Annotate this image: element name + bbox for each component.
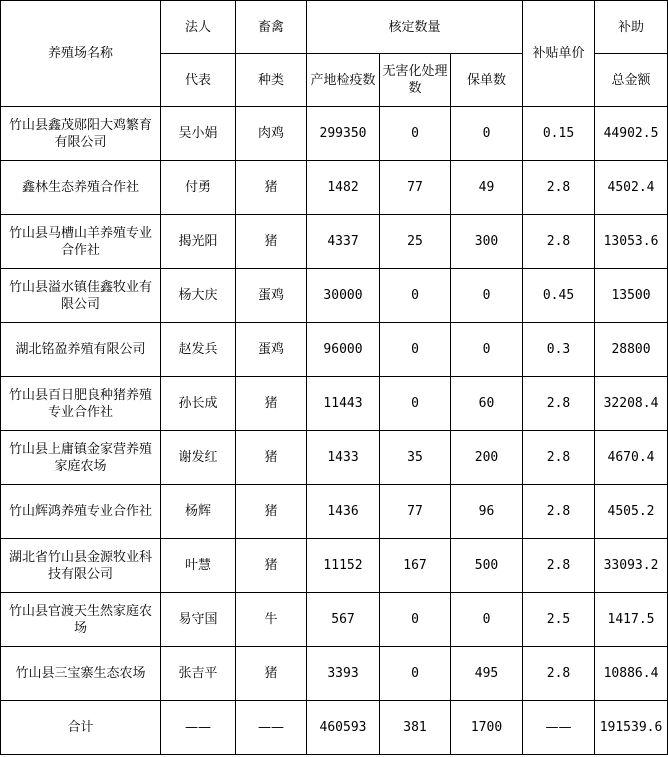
quarantine-cell: 299350	[307, 107, 380, 161]
header-total-bottom: 总金额	[595, 54, 668, 107]
livestock-type-cell: 蛋鸡	[236, 269, 307, 323]
livestock-type-cell: 蛋鸡	[236, 323, 307, 377]
table-row	[1, 431, 668, 485]
legal-rep-cell: 杨大庆	[161, 269, 236, 323]
legal-rep-cell: 赵发兵	[161, 323, 236, 377]
farm-name-cell: 竹山县三宝寨生态农场	[1, 647, 161, 701]
header-approved-qty: 核定数量	[307, 1, 523, 54]
unit-subsidy-cell: 2.8	[523, 647, 595, 701]
total-amount-cell: 4505.2	[595, 485, 668, 539]
totals-quarantine: 460593	[307, 701, 380, 755]
header-livestock-bottom: 种类	[236, 54, 307, 107]
insured-cell: 0	[451, 593, 523, 647]
quarantine-cell: 11443	[307, 377, 380, 431]
total-amount-cell: 13500	[595, 269, 668, 323]
unit-subsidy-cell: 2.5	[523, 593, 595, 647]
unit-subsidy-cell: 0.15	[523, 107, 595, 161]
quarantine-cell: 1482	[307, 161, 380, 215]
livestock-type-cell: 猪	[236, 161, 307, 215]
header-legal-rep-bottom: 代表	[161, 54, 236, 107]
totals-amount: 191539.6	[595, 701, 668, 755]
farm-name-cell: 竹山县百日肥良种猪养殖专业合作社	[1, 377, 161, 431]
livestock-type-cell: 猪	[236, 431, 307, 485]
table-row	[1, 269, 668, 323]
unit-subsidy-cell: 2.8	[523, 161, 595, 215]
livestock-type-cell: 猪	[236, 539, 307, 593]
insured-cell: 0	[451, 323, 523, 377]
livestock-type-cell: 猪	[236, 485, 307, 539]
harmless-cell: 35	[380, 431, 451, 485]
insured-cell: 200	[451, 431, 523, 485]
insured-cell: 96	[451, 485, 523, 539]
table-row	[1, 107, 668, 161]
farm-name-cell: 竹山县官渡天生然家庭农场	[1, 593, 161, 647]
totals-rep: ——	[161, 701, 236, 755]
unit-subsidy-cell: 0.45	[523, 269, 595, 323]
totals-row	[1, 701, 668, 755]
quarantine-cell: 11152	[307, 539, 380, 593]
quarantine-cell: 96000	[307, 323, 380, 377]
unit-subsidy-cell: 2.8	[523, 485, 595, 539]
quarantine-cell: 567	[307, 593, 380, 647]
unit-subsidy-cell: 2.8	[523, 377, 595, 431]
table-row	[1, 377, 668, 431]
harmless-cell: 0	[380, 107, 451, 161]
harmless-cell: 0	[380, 323, 451, 377]
legal-rep-cell: 孙长成	[161, 377, 236, 431]
insured-cell: 500	[451, 539, 523, 593]
table-row	[1, 215, 668, 269]
livestock-type-cell: 猪	[236, 215, 307, 269]
unit-subsidy-cell: 2.8	[523, 215, 595, 269]
livestock-type-cell: 猪	[236, 377, 307, 431]
livestock-type-cell: 牛	[236, 593, 307, 647]
legal-rep-cell: 张吉平	[161, 647, 236, 701]
totals-harmless: 381	[380, 701, 451, 755]
total-amount-cell: 44902.5	[595, 107, 668, 161]
livestock-type-cell: 肉鸡	[236, 107, 307, 161]
farm-name-cell: 竹山县鑫茂郧阳大鸡繁育有限公司	[1, 107, 161, 161]
header-harmless: 无害化处理数	[380, 54, 451, 107]
header-row-1	[1, 1, 668, 54]
insured-cell: 49	[451, 161, 523, 215]
total-amount-cell: 13053.6	[595, 215, 668, 269]
unit-subsidy-cell: 2.8	[523, 539, 595, 593]
total-amount-cell: 4502.4	[595, 161, 668, 215]
farm-name-cell: 竹山辉鸿养殖专业合作社	[1, 485, 161, 539]
harmless-cell: 0	[380, 377, 451, 431]
total-amount-cell: 10886.4	[595, 647, 668, 701]
unit-subsidy-cell: 2.8	[523, 431, 595, 485]
harmless-cell: 0	[380, 593, 451, 647]
legal-rep-cell: 谢发红	[161, 431, 236, 485]
totals-type: ——	[236, 701, 307, 755]
total-amount-cell: 4670.4	[595, 431, 668, 485]
total-amount-cell: 28800	[595, 323, 668, 377]
farm-name-cell: 竹山县马槽山羊养殖专业合作社	[1, 215, 161, 269]
legal-rep-cell: 吴小娟	[161, 107, 236, 161]
quarantine-cell: 30000	[307, 269, 380, 323]
header-total-top: 补助	[595, 1, 668, 54]
total-amount-cell: 33093.2	[595, 539, 668, 593]
farm-name-cell: 竹山县溢水镇佳鑫牧业有限公司	[1, 269, 161, 323]
farm-name-cell: 鑫林生态养殖合作社	[1, 161, 161, 215]
quarantine-cell: 3393	[307, 647, 380, 701]
harmless-cell: 77	[380, 485, 451, 539]
unit-subsidy-cell: 0.3	[523, 323, 595, 377]
totals-insured: 1700	[451, 701, 523, 755]
table-row	[1, 323, 668, 377]
insured-cell: 300	[451, 215, 523, 269]
insured-cell: 0	[451, 107, 523, 161]
header-farm-name: 养殖场名称	[1, 1, 161, 107]
total-amount-cell: 32208.4	[595, 377, 668, 431]
harmless-cell: 25	[380, 215, 451, 269]
harmless-cell: 0	[380, 269, 451, 323]
legal-rep-cell: 付勇	[161, 161, 236, 215]
harmless-cell: 77	[380, 161, 451, 215]
legal-rep-cell: 揭光阳	[161, 215, 236, 269]
table-row	[1, 539, 668, 593]
header-quarantine: 产地检疫数	[307, 54, 380, 107]
table-row	[1, 485, 668, 539]
table-row	[1, 593, 668, 647]
legal-rep-cell: 叶慧	[161, 539, 236, 593]
totals-unit: ——	[523, 701, 595, 755]
legal-rep-cell: 易守国	[161, 593, 236, 647]
header-livestock-top: 畜禽	[236, 1, 307, 54]
total-amount-cell: 1417.5	[595, 593, 668, 647]
header-insured: 保单数	[451, 54, 523, 107]
table-row	[1, 161, 668, 215]
harmless-cell: 167	[380, 539, 451, 593]
totals-label: 合计	[1, 701, 161, 755]
quarantine-cell: 1436	[307, 485, 380, 539]
header-legal-rep-top: 法人	[161, 1, 236, 54]
insured-cell: 0	[451, 269, 523, 323]
header-unit-subsidy: 补贴单价	[523, 1, 595, 107]
farm-name-cell: 竹山县上庸镇金家营养殖家庭农场	[1, 431, 161, 485]
farm-name-cell: 湖北省竹山县金源牧业科技有限公司	[1, 539, 161, 593]
livestock-type-cell: 猪	[236, 647, 307, 701]
legal-rep-cell: 杨辉	[161, 485, 236, 539]
farm-name-cell: 湖北铭盈养殖有限公司	[1, 323, 161, 377]
insured-cell: 495	[451, 647, 523, 701]
table-row	[1, 647, 668, 701]
quarantine-cell: 1433	[307, 431, 380, 485]
quarantine-cell: 4337	[307, 215, 380, 269]
harmless-cell: 0	[380, 647, 451, 701]
insured-cell: 60	[451, 377, 523, 431]
